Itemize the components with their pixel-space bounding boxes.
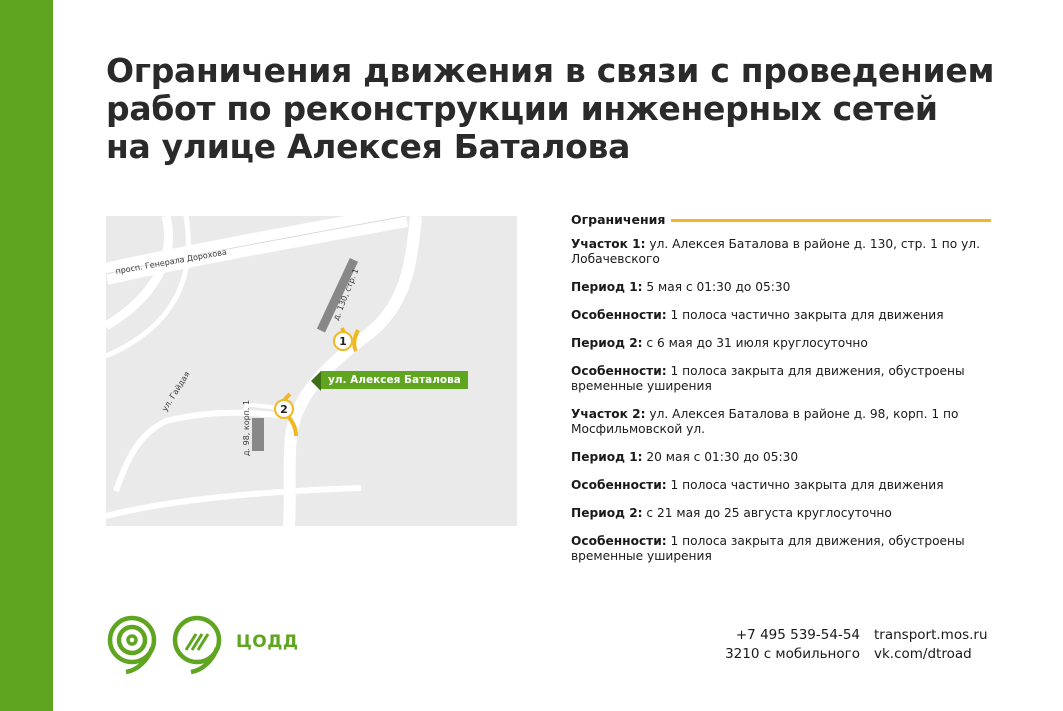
restriction-label: Участок 2: bbox=[571, 407, 646, 421]
restrictions-panel bbox=[571, 212, 991, 577]
restriction-text: ул. Алексея Баталова в районе д. 130, стр. 1 по ул. Лобачевского bbox=[571, 237, 980, 266]
restriction-row bbox=[571, 237, 991, 267]
street-tag: ул. Алексея Баталова bbox=[321, 371, 468, 389]
restriction-label: Особенности: bbox=[571, 534, 667, 548]
footer-links bbox=[874, 626, 988, 664]
restriction-row bbox=[571, 506, 991, 521]
map-marker-2: 2 bbox=[274, 399, 294, 419]
restriction-label: Особенности: bbox=[571, 308, 667, 322]
scheme-map bbox=[106, 216, 517, 526]
restriction-row bbox=[571, 407, 991, 437]
codd-logo-icon bbox=[170, 614, 228, 674]
restriction-text: 1 полоса закрыта для движения, обустроены временные уширения bbox=[571, 534, 965, 563]
label-gaidaya: ул. Гайдая bbox=[160, 369, 192, 414]
map-marker-1: 1 bbox=[333, 331, 353, 351]
label-house-130: д. 130, стр. 1 bbox=[331, 267, 361, 322]
codd-logo-text: ЦОДД bbox=[236, 632, 299, 652]
restriction-text: 1 полоса закрыта для движения, обустроены временные уширения bbox=[571, 364, 965, 393]
building-98 bbox=[252, 418, 264, 451]
restriction-text: 1 полоса частично закрыта для движения bbox=[666, 308, 944, 322]
restrictions-header-label: Ограничения bbox=[571, 212, 666, 227]
label-dorokhova: просп. Генерала Дорохова bbox=[114, 247, 228, 276]
restriction-row bbox=[571, 336, 991, 351]
restrictions-header-rule bbox=[671, 219, 991, 222]
restriction-row bbox=[571, 450, 991, 465]
label-house-98: д. 98, корп. 1 bbox=[242, 399, 251, 456]
moscow-transport-logo-icon bbox=[106, 614, 162, 674]
restriction-row bbox=[571, 534, 991, 564]
restriction-row bbox=[571, 478, 991, 493]
restriction-label: Период 1: bbox=[571, 450, 643, 464]
footer-phone[interactable]: +7 495 539-54-54 bbox=[735, 627, 860, 643]
footer-contacts bbox=[680, 626, 860, 664]
restriction-text: с 6 мая до 31 июля круглосуточно bbox=[642, 336, 868, 350]
brand-side-bar bbox=[0, 0, 53, 711]
footer-mobile: 3210 с мобильного bbox=[725, 646, 860, 662]
restrictions-header bbox=[571, 212, 991, 227]
restriction-label: Период 1: bbox=[571, 280, 643, 294]
restriction-row bbox=[571, 280, 991, 295]
restriction-row bbox=[571, 308, 991, 323]
restriction-label: Период 2: bbox=[571, 336, 643, 350]
title-line-2: работ по реконструкции инженерных сетей bbox=[106, 89, 938, 128]
restriction-text: ул. Алексея Баталова в районе д. 98, корп. 1 по Мосфильмовской ул. bbox=[571, 407, 959, 436]
title-line-1: Ограничения движения в связи с проведением bbox=[106, 51, 995, 90]
restriction-row bbox=[571, 364, 991, 394]
restriction-label: Период 2: bbox=[571, 506, 643, 520]
footer-vk-link[interactable]: vk.com/dtroad bbox=[874, 646, 972, 662]
street-tag-pointer bbox=[311, 371, 321, 391]
restriction-text: 1 полоса частично закрыта для движения bbox=[666, 478, 944, 492]
restriction-text: с 21 мая до 25 августа круглосуточно bbox=[642, 506, 892, 520]
title-line-3: на улице Алексея Баталова bbox=[106, 127, 631, 166]
restriction-label: Участок 1: bbox=[571, 237, 646, 251]
restrictions-list bbox=[571, 237, 991, 564]
page-title bbox=[106, 52, 1026, 166]
restriction-label: Особенности: bbox=[571, 478, 667, 492]
restriction-text: 5 мая с 01:30 до 05:30 bbox=[642, 280, 791, 294]
road-lower-horizontal bbox=[106, 488, 361, 516]
footer-site-link[interactable]: transport.mos.ru bbox=[874, 627, 988, 643]
restriction-label: Особенности: bbox=[571, 364, 667, 378]
restriction-text: 20 мая с 01:30 до 05:30 bbox=[642, 450, 799, 464]
